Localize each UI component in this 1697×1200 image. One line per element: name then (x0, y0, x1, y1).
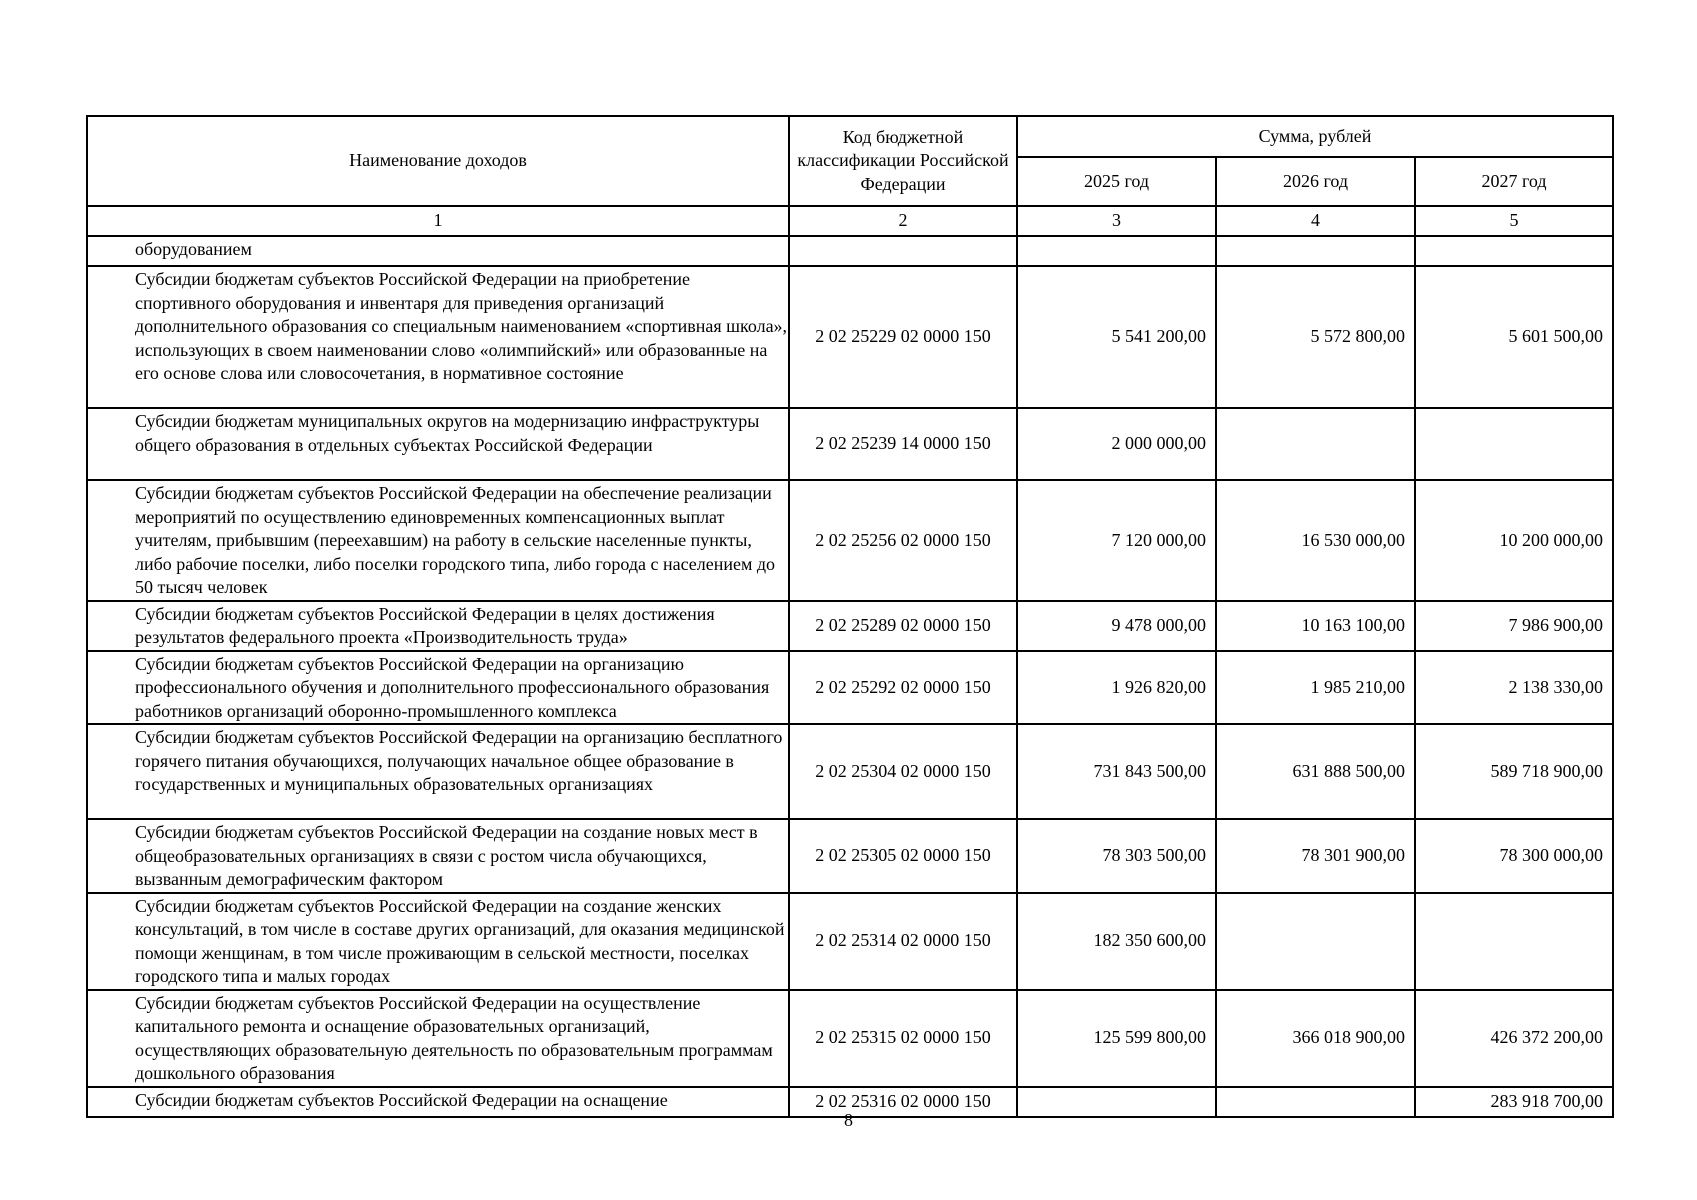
budget-code: 2 02 25314 02 0000 150 (789, 893, 1017, 990)
income-name: Субсидии бюджетам субъектов Российской Федерации на приобретение спортивного оборудования и инвентаря для приведения организаций дополнительного образования со специальным наименованием «спортивная школа», использующих в своем наименовании слово «олимпийский» или образованные на его основе слова или словосочетания, в нормативное состояние (87, 266, 789, 408)
budget-code: 2 02 25229 02 0000 150 (789, 266, 1017, 408)
amount-2027 (1415, 236, 1613, 266)
amount-2025: 182 350 600,00 (1017, 893, 1216, 990)
column-number: 2 (789, 206, 1017, 236)
amount-2025: 9 478 000,00 (1017, 601, 1216, 651)
amount-2026: 10 163 100,00 (1216, 601, 1415, 651)
column-number: 5 (1415, 206, 1613, 236)
budget-code (789, 236, 1017, 266)
column-number: 1 (87, 206, 789, 236)
table-row (87, 408, 1613, 480)
income-name: Субсидии бюджетам субъектов Российской Федерации на осуществление капитального ремонта и оснащение образовательных организаций, осуществляющих образовательную деятельность по образовательным программам дошкольного образования (87, 990, 789, 1087)
table-row (87, 819, 1613, 893)
amount-2027: 589 718 900,00 (1415, 724, 1613, 819)
amount-2026: 16 530 000,00 (1216, 480, 1415, 601)
header-year-2026: 2026 год (1216, 157, 1415, 206)
amount-2026 (1216, 893, 1415, 990)
amount-2027: 426 372 200,00 (1415, 990, 1613, 1087)
income-name: Субсидии бюджетам субъектов Российской Федерации на оснащение (87, 1087, 789, 1117)
amount-2025: 731 843 500,00 (1017, 724, 1216, 819)
amount-2026: 631 888 500,00 (1216, 724, 1415, 819)
header-sum: Сумма, рублей (1017, 116, 1613, 157)
budget-code: 2 02 25304 02 0000 150 (789, 724, 1017, 819)
table-row (87, 236, 1613, 266)
amount-2026: 78 301 900,00 (1216, 819, 1415, 893)
budget-code: 2 02 25292 02 0000 150 (789, 651, 1017, 725)
header-year-2027: 2027 год (1415, 157, 1613, 206)
table-row (87, 990, 1613, 1087)
amount-2027: 78 300 000,00 (1415, 819, 1613, 893)
income-name: Субсидии бюджетам субъектов Российской Федерации на создание женских консультаций, в том числе в составе других организаций, для оказания медицинской помощи женщинам, в том числе проживающим в сельской местности, поселках городского типа и малых городах (87, 893, 789, 990)
income-name: Субсидии бюджетам субъектов Российской Федерации на обеспечение реализации мероприятий по осуществлению единовременных компенсационных выплат учителям, прибывшим (переехавшим) на работу в сельские населенные пункты, либо рабочие поселки, либо поселки городского типа, либо города с населением до 50 тысяч человек (87, 480, 789, 601)
table-row (87, 893, 1613, 990)
table-row (87, 480, 1613, 601)
amount-2025 (1017, 236, 1216, 266)
amount-2025: 125 599 800,00 (1017, 990, 1216, 1087)
budget-code: 2 02 25239 14 0000 150 (789, 408, 1017, 480)
table-row (87, 266, 1613, 408)
amount-2025: 7 120 000,00 (1017, 480, 1216, 601)
amount-2026: 1 985 210,00 (1216, 651, 1415, 725)
table-row (87, 601, 1613, 651)
header-year-2025: 2025 год (1017, 157, 1216, 206)
amount-2027 (1415, 408, 1613, 480)
income-name: оборудованием (87, 236, 789, 266)
amount-2027: 10 200 000,00 (1415, 480, 1613, 601)
budget-income-table (86, 115, 1614, 1118)
amount-2027: 7 986 900,00 (1415, 601, 1613, 651)
budget-code: 2 02 25256 02 0000 150 (789, 480, 1017, 601)
amount-2025: 5 541 200,00 (1017, 266, 1216, 408)
amount-2026 (1216, 236, 1415, 266)
income-name: Субсидии бюджетам субъектов Российской Федерации на организацию бесплатного горячего питания обучающихся, получающих начальное общее образование в государственных и муниципальных образовательных организациях (87, 724, 789, 819)
amount-2026: 5 572 800,00 (1216, 266, 1415, 408)
header-income-name: Наименование доходов (87, 116, 789, 206)
budget-code: 2 02 25305 02 0000 150 (789, 819, 1017, 893)
budget-code: 2 02 25316 02 0000 150 (789, 1087, 1017, 1117)
amount-2027: 2 138 330,00 (1415, 651, 1613, 725)
page-number: 8 (844, 1110, 853, 1130)
amount-2027: 283 918 700,00 (1415, 1087, 1613, 1117)
budget-code: 2 02 25315 02 0000 150 (789, 990, 1017, 1087)
income-name: Субсидии бюджетам субъектов Российской Федерации на организацию профессионального обучения и дополнительного профессионального образования работников организаций оборонно-промышленного комплекса (87, 651, 789, 725)
header-row-top (87, 116, 1613, 157)
income-name: Субсидии бюджетам субъектов Российской Федерации на создание новых мест в общеобразовательных организациях в связи с ростом числа обучающихся, вызванным демографическим фактором (87, 819, 789, 893)
amount-2025: 78 303 500,00 (1017, 819, 1216, 893)
amount-2027 (1415, 893, 1613, 990)
income-name: Субсидии бюджетам муниципальных округов на модернизацию инфраструктуры общего образования в отдельных субъектах Российской Федерации (87, 408, 789, 480)
column-number-row (87, 206, 1613, 236)
amount-2025: 1 926 820,00 (1017, 651, 1216, 725)
column-number: 3 (1017, 206, 1216, 236)
amount-2026 (1216, 408, 1415, 480)
amount-2026: 366 018 900,00 (1216, 990, 1415, 1087)
table-row (87, 724, 1613, 819)
amount-2027: 5 601 500,00 (1415, 266, 1613, 408)
amount-2025: 2 000 000,00 (1017, 408, 1216, 480)
budget-code: 2 02 25289 02 0000 150 (789, 601, 1017, 651)
header-budget-code: Код бюджетной классификации Российской Федерации (789, 116, 1017, 206)
column-number: 4 (1216, 206, 1415, 236)
table-row (87, 651, 1613, 725)
income-name: Субсидии бюджетам субъектов Российской Федерации в целях достижения результатов федерального проекта «Производительность труда» (87, 601, 789, 651)
